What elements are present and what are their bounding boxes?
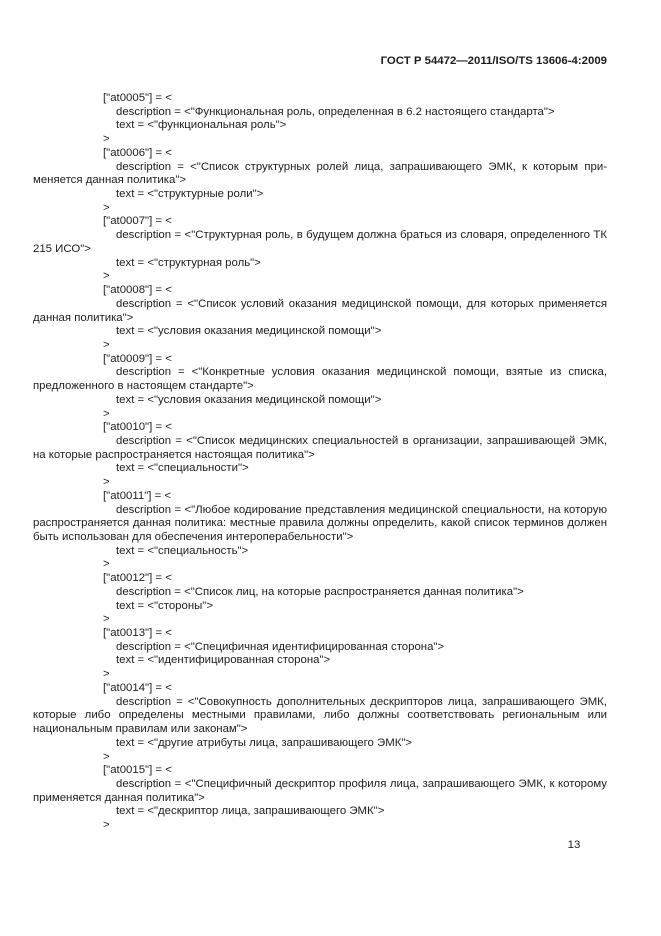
term-text-line: text = <"структурные роли"> <box>116 188 264 201</box>
term-description-line: description = <"Функциональная роль, определенная в 6.2 настоящего стандарта"> <box>116 105 555 118</box>
term-close-line: > <box>103 201 110 214</box>
term-text-line: text = <"функциональная роль"> <box>116 119 287 132</box>
term-key-line: ["at0006"] = < <box>103 146 172 159</box>
term-text-line: text = <"условия оказания медицинской помощи"> <box>116 393 382 406</box>
archetype-term-entry <box>33 284 607 353</box>
term-close-line: > <box>103 668 110 681</box>
term-close-line: > <box>103 750 110 763</box>
term-key-line: ["at0015"] = < <box>103 764 172 777</box>
archetype-term-entry <box>33 215 607 284</box>
term-close-line: > <box>103 407 110 420</box>
term-description-line: description = <"Конкретные условия оказания медицинской помощи, взятые из списка, предложенного в настоящем стандарте"> <box>33 366 607 393</box>
page-number: 13 <box>567 839 581 851</box>
term-text-line: text = <"стороны"> <box>116 599 213 612</box>
archetype-term-entry <box>33 682 607 764</box>
term-text-line: text = <"специальности"> <box>116 462 249 475</box>
term-key-line: ["at0011"] = < <box>103 489 172 502</box>
term-description-line: description = <"Совокупность дополнительных дескрипторов лица, запрашивающего ЭМК, которые либо определены местными правилами, либо должны соответствовать региональным или национальным правилам или законам"> <box>33 695 607 736</box>
term-key-line: ["at0009"] = < <box>103 352 172 365</box>
term-text-line: text = <"специальность"> <box>116 544 249 557</box>
term-description-line: description = <"Любое кодирование представления медицинской специальности, на которую распространяется данная политика: местные правила должны определить, какой список терминов должен быть использован для обеспечения интероперабельности"> <box>33 503 607 543</box>
term-close-line: > <box>103 476 110 489</box>
term-description-line: description = <"Список условий оказания медицинской помощи, для которых применяется данная политика"> <box>33 297 607 324</box>
term-key-line: ["at0013"] = < <box>103 627 172 640</box>
term-key-line: ["at0014"] = < <box>103 681 172 694</box>
archetype-term-entry <box>33 147 607 216</box>
term-text-line: text = <"дескриптор лица, запрашивающего ЭМК"> <box>116 805 385 818</box>
term-close-line: > <box>103 270 110 283</box>
term-close-line: > <box>103 133 110 146</box>
term-close-line: > <box>103 613 110 626</box>
term-close-line: > <box>103 819 110 832</box>
term-description-line: description = <"Список лиц, на которые распространяется данная политика"> <box>116 585 524 598</box>
archetype-term-entry <box>33 572 607 627</box>
standard-designation-header: ГОСТ Р 54472—2011/ISO/TS 13606-4:2009 <box>380 55 607 67</box>
archetype-term-entry <box>33 627 607 682</box>
archetype-term-entry <box>33 764 607 833</box>
archetype-term-entry <box>33 490 607 572</box>
archetype-term-entry <box>33 421 607 490</box>
term-close-line: > <box>103 558 110 571</box>
term-text-line: text = <"идентифицированная сторона"> <box>116 654 331 667</box>
archetype-term-entry <box>33 92 607 147</box>
term-key-line: ["at0007"] = < <box>103 215 172 228</box>
term-close-line: > <box>103 338 110 351</box>
term-key-line: ["at0008"] = < <box>103 284 172 297</box>
term-key-line: ["at0010"] = < <box>103 421 172 434</box>
term-description-line: description = <"Структурная роль, в будущем должна браться из словаря, определенного ТК 215 ИСО"> <box>33 229 607 255</box>
code-block <box>33 92 607 833</box>
term-description-line: description = <"Специфичный дескриптор профиля лица, запрашивающего ЭМК, к которому применяется данная политика"> <box>33 777 607 804</box>
term-text-line: text = <"структурная роль"> <box>116 256 261 269</box>
term-description-line: description = <"Список структурных ролей лица, запрашивающего ЭМК, к которым применяется данная политика"> <box>33 160 607 187</box>
term-key-line: ["at0005"] = < <box>103 92 172 104</box>
term-text-line: text = <"другие атрибуты лица, запрашивающего ЭМК"> <box>116 736 413 749</box>
term-key-line: ["at0012"] = < <box>103 572 172 585</box>
term-description-line: description = <"Список медицинских специальностей в организации, запрашивающей ЭМК, на которые распространяется настоящая политика"> <box>33 434 607 461</box>
term-description-line: description = <"Специфичная идентифицированная сторона"> <box>116 640 445 653</box>
term-text-line: text = <"условия оказания медицинской помощи"> <box>116 325 382 338</box>
archetype-term-entry <box>33 353 607 422</box>
